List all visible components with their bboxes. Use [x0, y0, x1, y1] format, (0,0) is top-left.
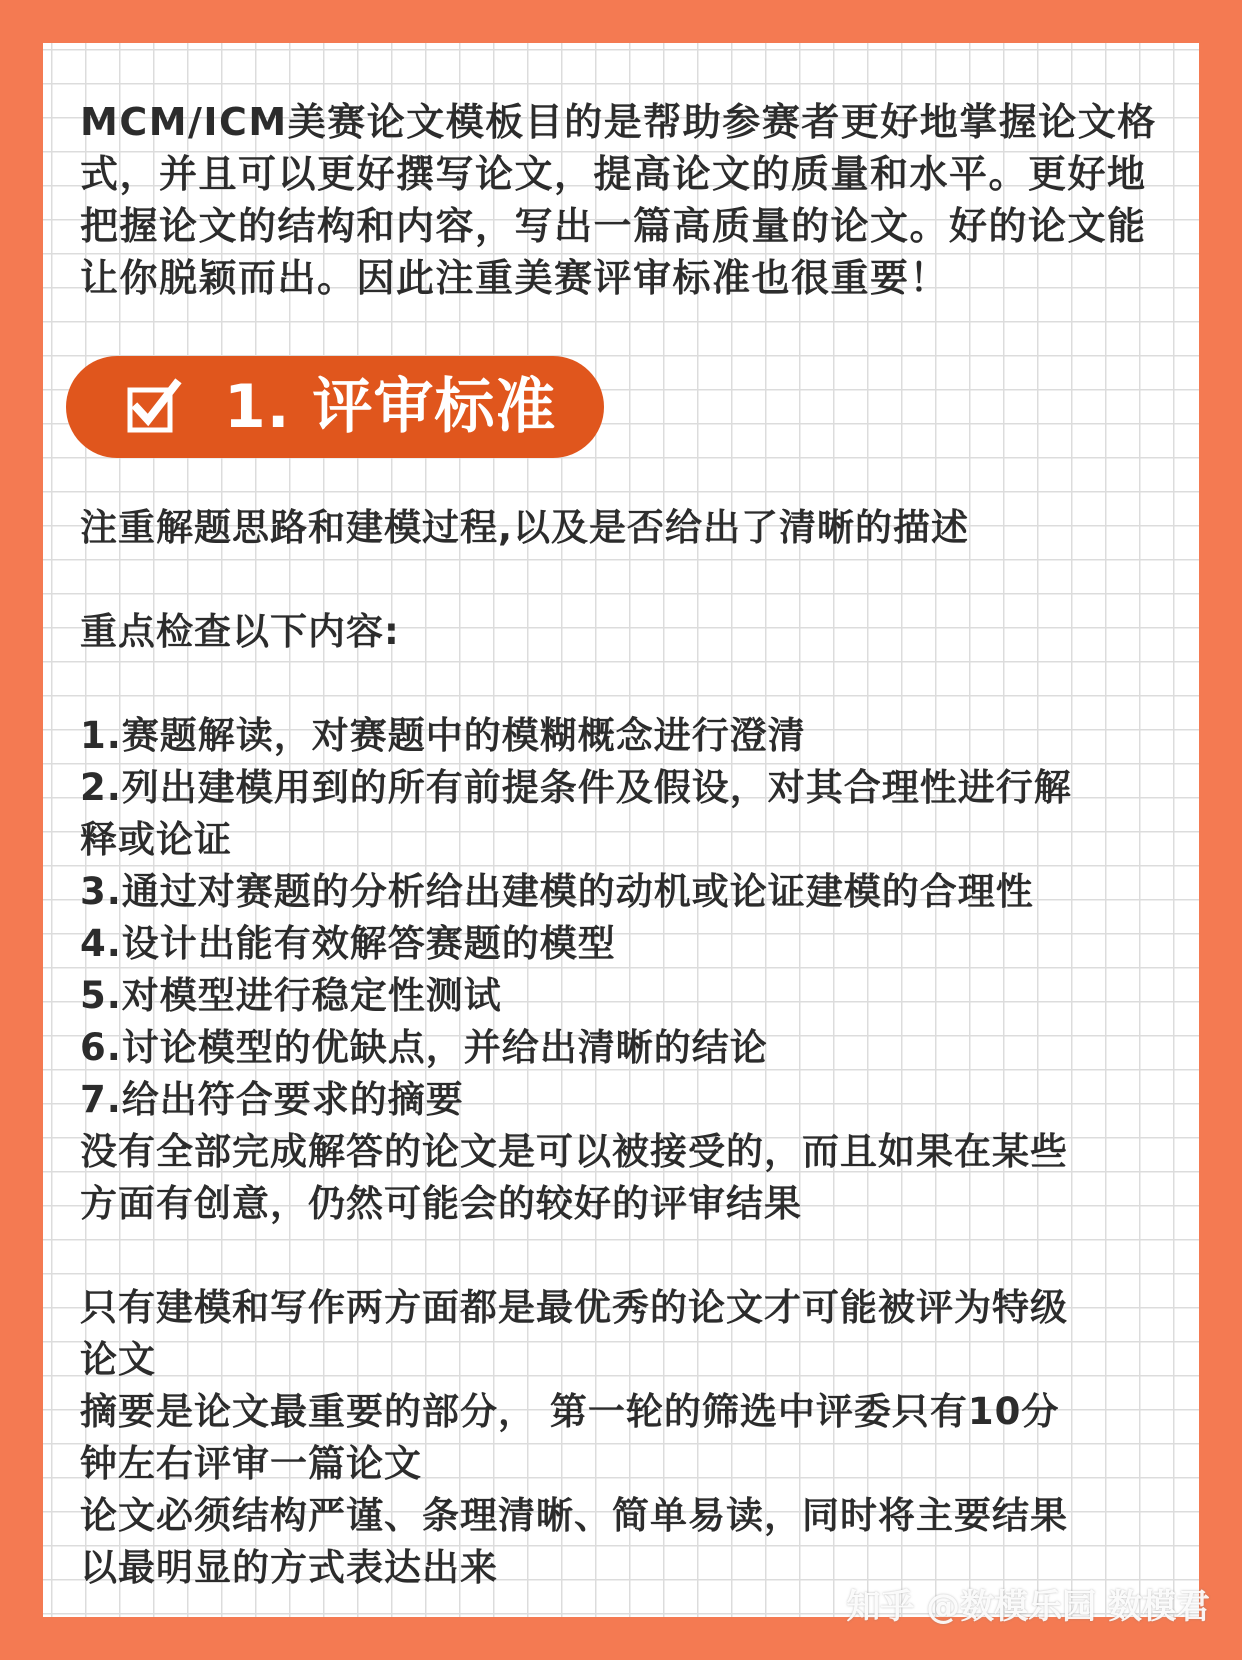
note-line: 以最明显的方式表达出来 — [80, 1546, 498, 1589]
section-heading-pill — [66, 356, 604, 458]
zhihu-watermark: 知乎 @数模乐园 数模君 — [846, 1587, 1210, 1627]
checklist-item: 2.列出建模用到的所有前提条件及假设，对其合理性进行解 — [80, 766, 1072, 809]
checklist-item: 6.讨论模型的优缺点，并给出清晰的结论 — [80, 1026, 768, 1069]
note-line: 摘要是论文最重要的部分， 第一轮的筛选中评委只有10分 — [80, 1390, 1060, 1433]
blank-line — [80, 554, 1170, 606]
blank-line — [80, 658, 1170, 710]
note-line: 方面有创意，仍然可能会的较好的评审结果 — [80, 1182, 802, 1225]
note-line: 论文 — [80, 1338, 156, 1381]
note-line: 没有全部完成解答的论文是可以被接受的，而且如果在某些 — [80, 1130, 1068, 1173]
criteria-content — [80, 502, 1170, 1594]
checklist-item: 1.赛题解读，对赛题中的模糊概念进行澄清 — [80, 714, 806, 757]
summary-line: 注重解题思路和建模过程,以及是否给出了清晰的描述 — [80, 506, 970, 549]
note-line: 论文必须结构严谨、条理清晰、简单易读，同时将主要结果 — [80, 1494, 1068, 1537]
checklist-heading: 重点检查以下内容: — [80, 610, 400, 653]
note-line: 钟左右评审一篇论文 — [80, 1442, 422, 1485]
intro-paragraph: MCM/ICM美赛论文模板目的是帮助参赛者更好地掌握论文格式，并且可以更好撰写论文，提高论文的质量和水平。更好地把握论文的结构和内容，写出一篇高质量的论文。好的论文能让你脱颖而出。因此注重美赛评审标准也很重要！ — [80, 100, 1157, 300]
blank-line — [80, 1230, 1170, 1282]
checklist-item: 3.通过对赛题的分析给出建模的动机或论证建模的合理性 — [80, 870, 1034, 913]
section-title: 1. 评审标准 — [224, 372, 557, 442]
checklist-item: 4.设计出能有效解答赛题的模型 — [80, 922, 616, 965]
checkbox-checked-icon — [126, 378, 184, 436]
checklist-item: 5.对模型进行稳定性测试 — [80, 974, 502, 1017]
note-line: 只有建模和写作两方面都是最优秀的论文才可能被评为特级 — [80, 1286, 1068, 1329]
checklist-item: 7.给出符合要求的摘要 — [80, 1078, 464, 1121]
checklist-item-continuation: 释或论证 — [80, 818, 232, 861]
